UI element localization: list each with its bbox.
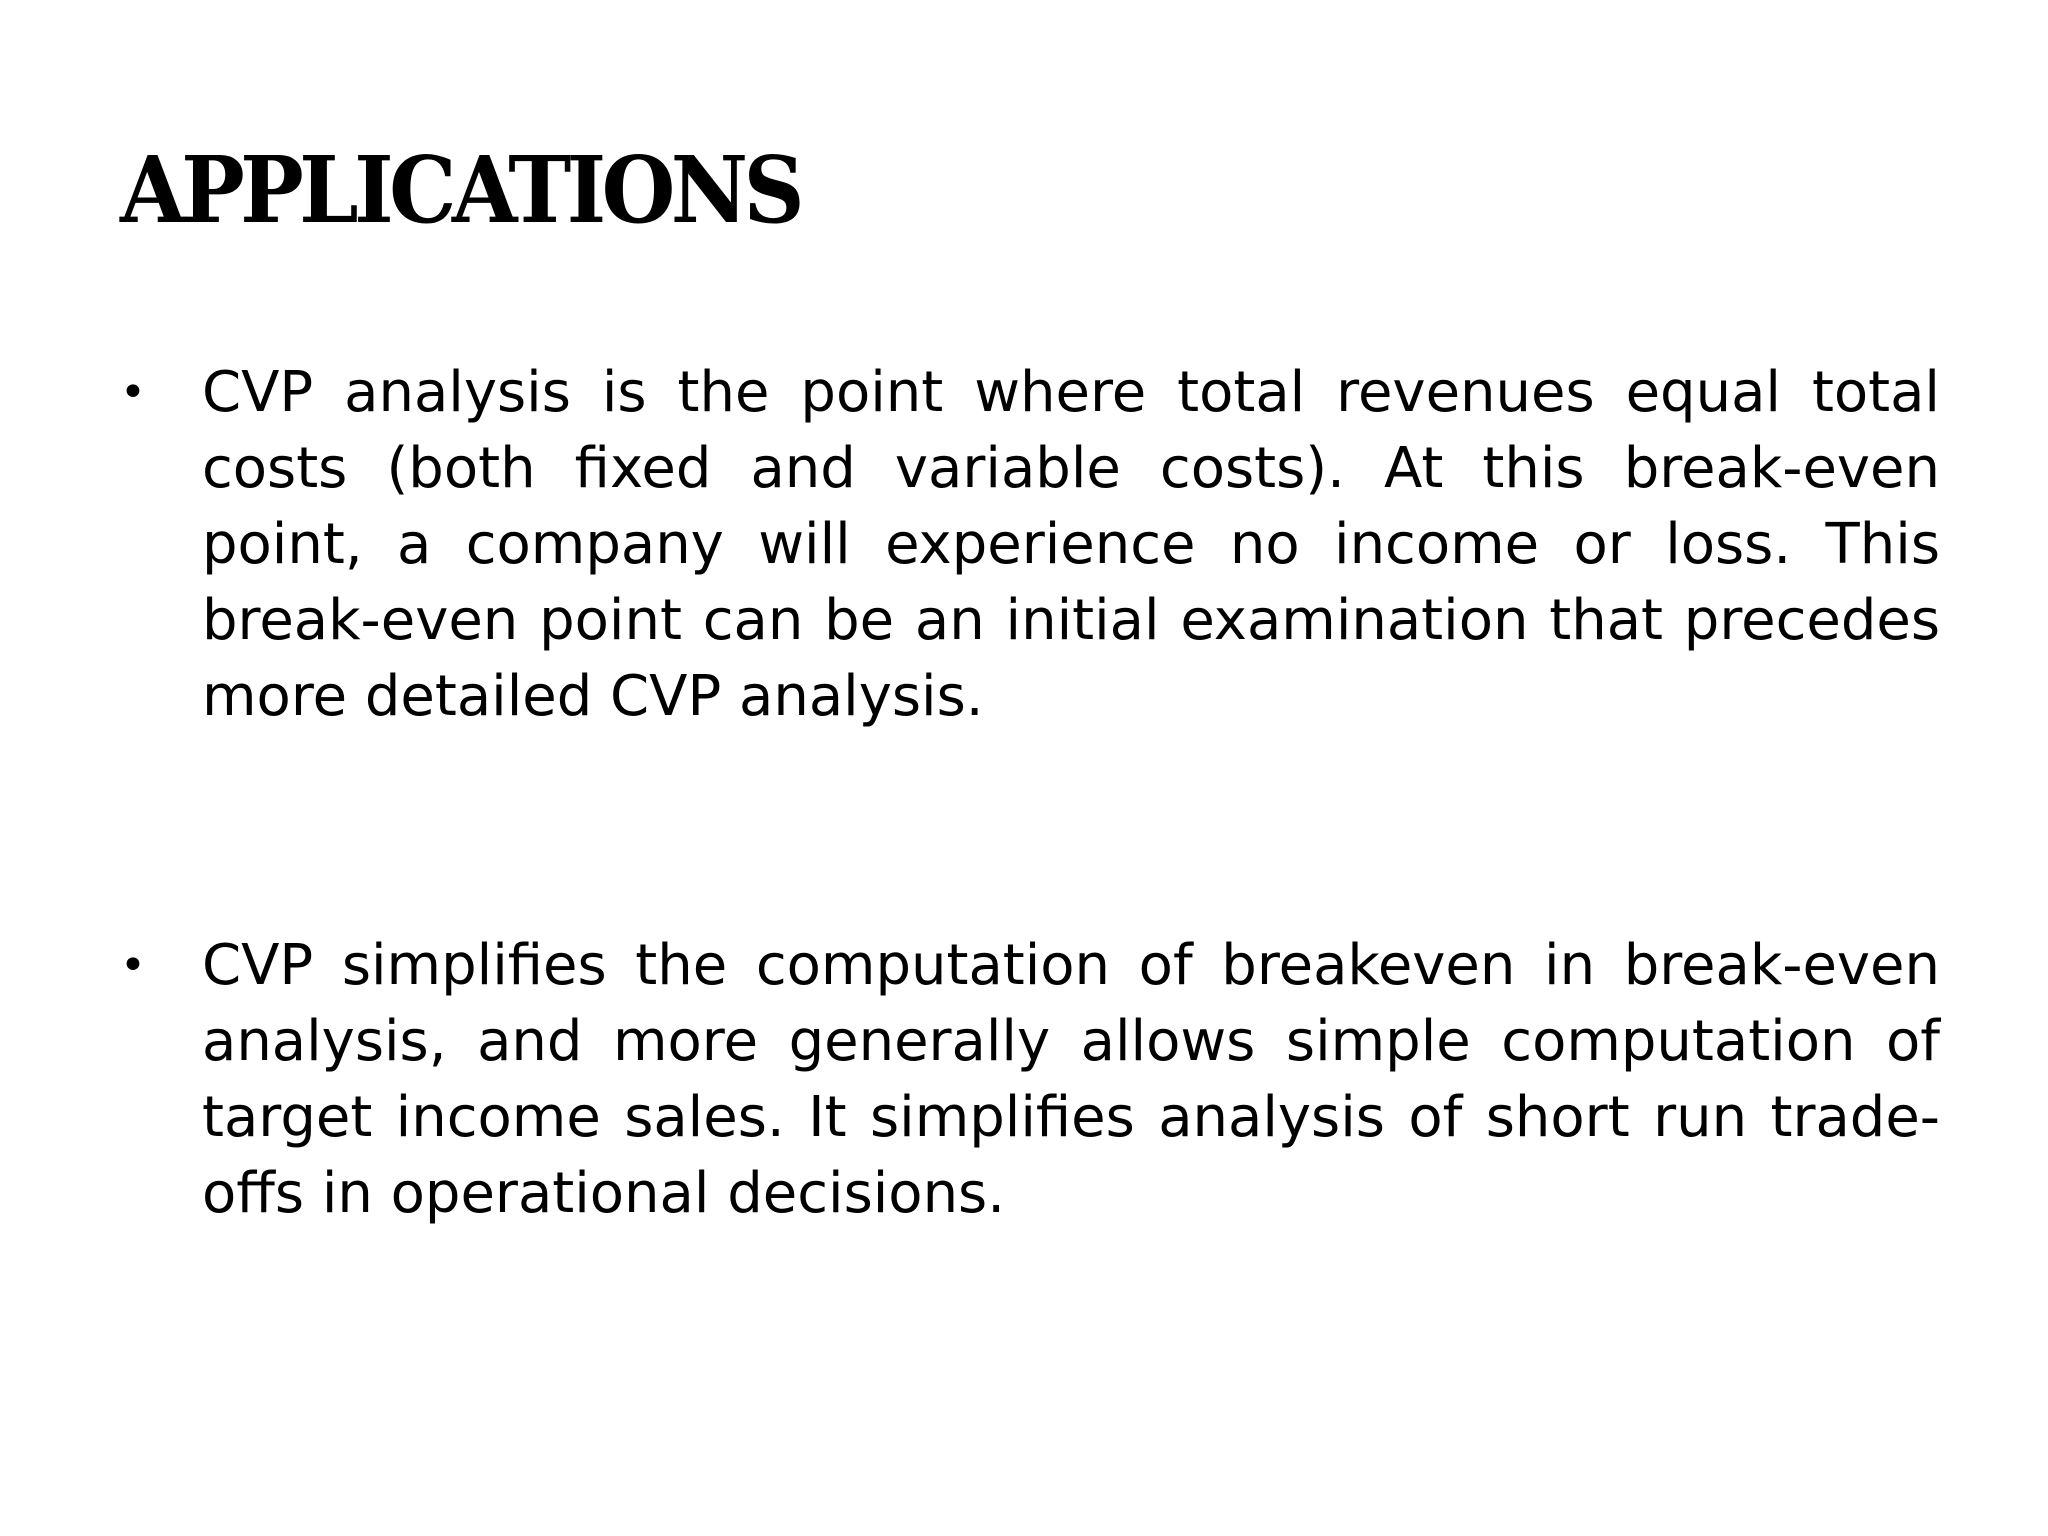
- bullet-text: CVP simplifies the computation of breakeven in break-even analysis, and more generally allows simple computation of target income sales. It simplifies analysis of short run trade-offs in operational decisions.: [202, 933, 1940, 1226]
- bullet-marker: •: [120, 367, 146, 418]
- bullet-marker: •: [120, 940, 146, 991]
- bullet-text: CVP analysis is the point where total revenues equal total costs (both fixed and variable costs). At this break-even point, a company will experience no income or loss. This break-even point can be an initial examination that precedes more detailed CVP analysis.: [202, 360, 1940, 729]
- bullet-item: [120, 928, 1940, 1232]
- slide-title: APPLICATIONS: [120, 136, 801, 244]
- bullet-item: [120, 355, 1940, 735]
